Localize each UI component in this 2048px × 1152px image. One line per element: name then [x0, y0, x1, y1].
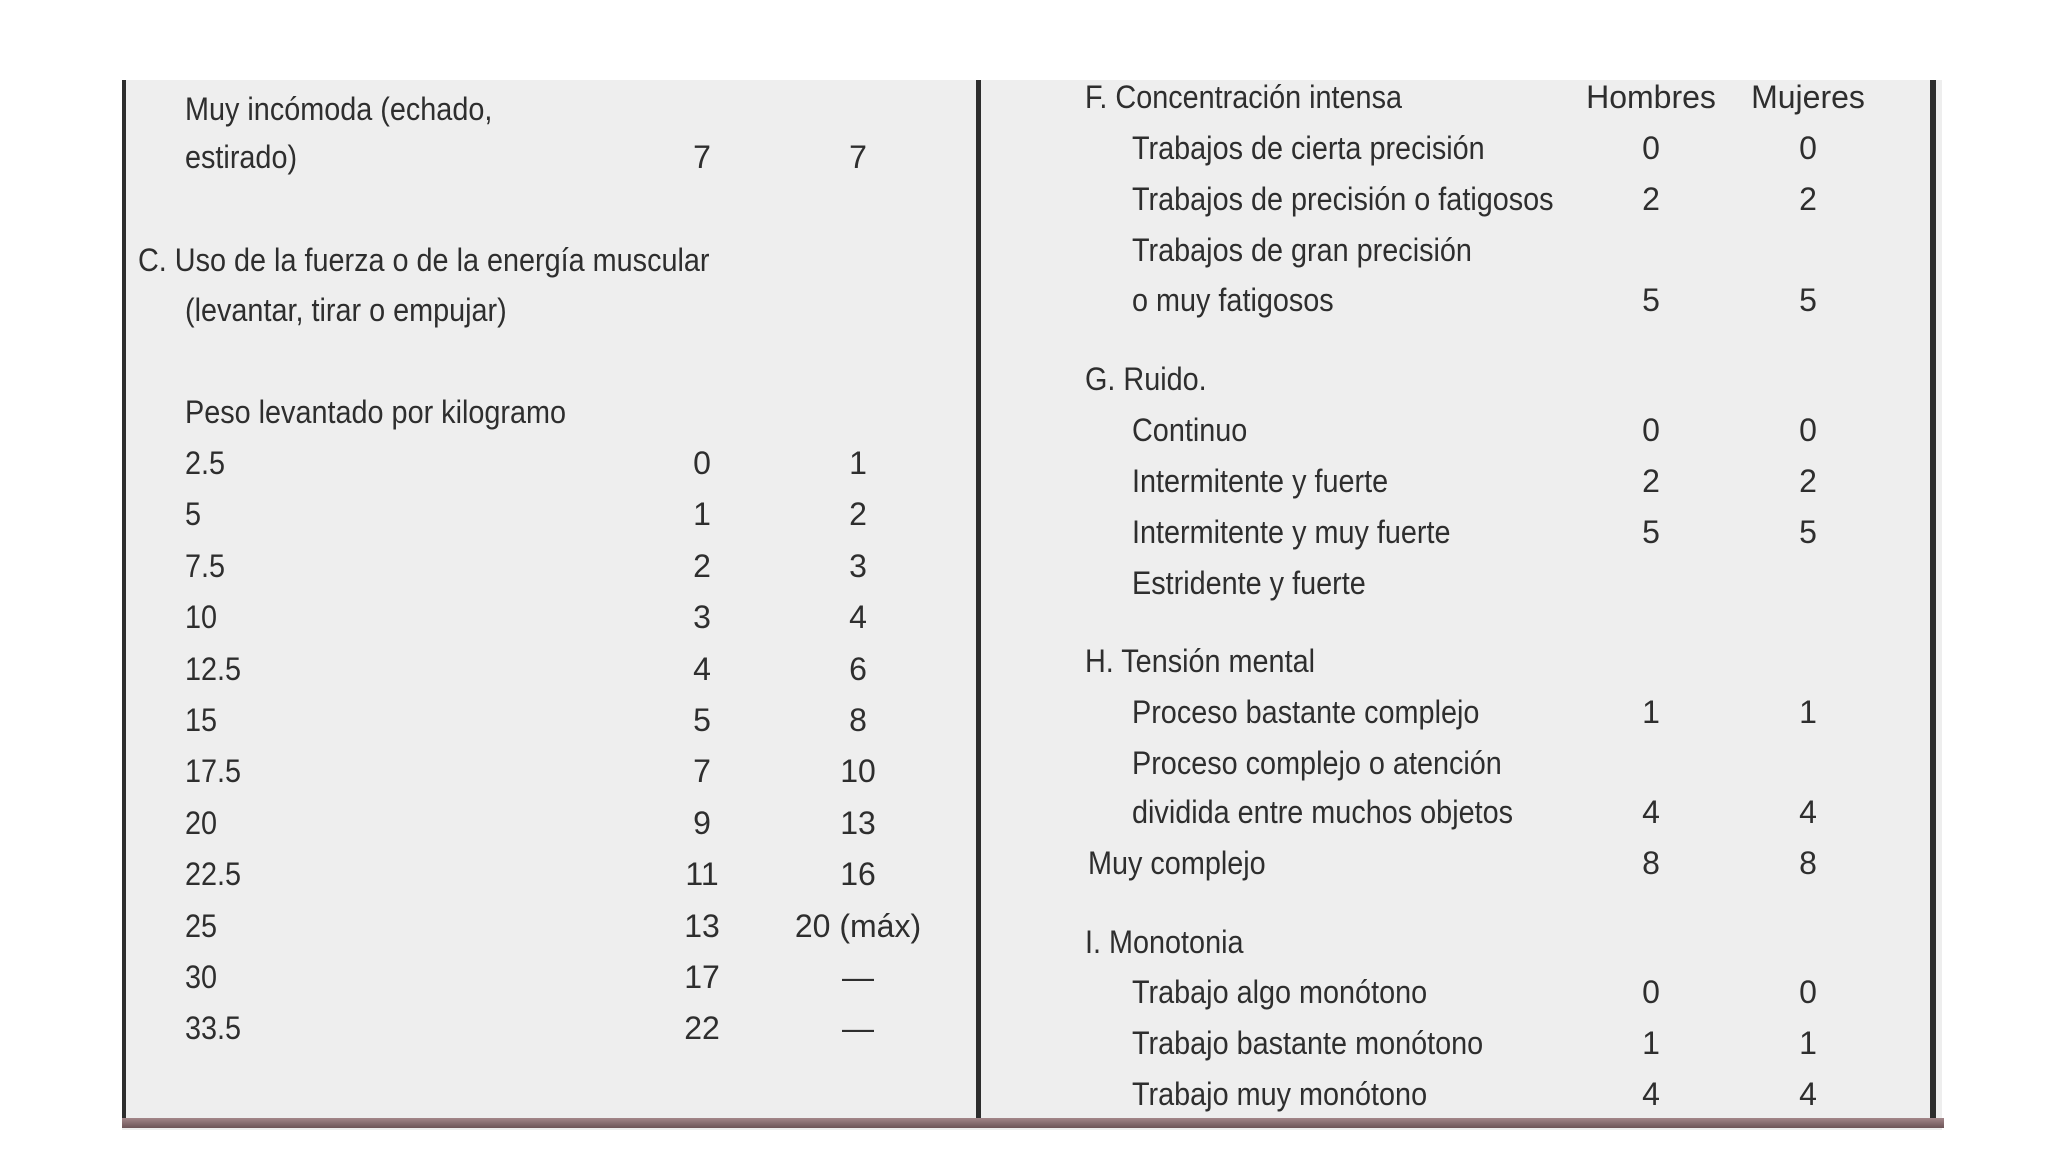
section-f-heading: F. Concentración intensa [1085, 79, 1402, 115]
i-item-hombres: 1 [1642, 1025, 1660, 1061]
left-border-rule [122, 80, 126, 1120]
weight-hombres: 1 [693, 496, 711, 532]
right-border-rule [1930, 80, 1936, 1120]
g-item-hombres: 2 [1642, 463, 1660, 499]
f-item-hombres: 5 [1642, 282, 1660, 318]
weight-mujeres: 6 [849, 651, 867, 687]
i-item-mujeres: 1 [1799, 1025, 1817, 1061]
f-item-mujeres: 0 [1799, 130, 1817, 166]
h-item-label-line2: dividida entre muchos objetos [1132, 794, 1514, 830]
g-item-hombres: 0 [1642, 412, 1660, 448]
b-item-label-line1: Muy incómoda (echado, [185, 91, 493, 127]
column-divider-rule [976, 80, 981, 1120]
b-item-hombres-value: 7 [693, 139, 711, 175]
g-item-mujeres: 5 [1799, 514, 1817, 550]
weight-subheading: Peso levantado por kilogramo [185, 394, 567, 430]
i-item-label: Trabajo bastante monótono [1132, 1025, 1484, 1061]
h-item-hombres: 8 [1642, 845, 1660, 881]
weight-kg: 15 [185, 702, 218, 738]
weight-kg: 7.5 [185, 548, 226, 584]
g-item-label: Continuo [1132, 412, 1248, 448]
h-item-label: Proceso bastante complejo [1132, 694, 1480, 730]
section-h-heading: H. Tensión mental [1085, 643, 1315, 679]
weight-mujeres: 2 [849, 496, 867, 532]
weight-kg: 20 [185, 805, 218, 841]
weight-mujeres: 20 (máx) [794, 908, 922, 944]
i-item-mujeres: 4 [1799, 1076, 1817, 1112]
section-g-heading: G. Ruido. [1085, 361, 1207, 397]
weight-mujeres: 4 [849, 599, 867, 635]
b-item-mujeres-value: 7 [849, 139, 867, 175]
f-item-label: Trabajos de cierta precisión [1132, 130, 1485, 166]
weight-mujeres: 8 [849, 702, 867, 738]
b-item-label-line2: estirado) [185, 139, 298, 175]
g-item-hombres: 5 [1642, 514, 1660, 550]
weight-kg: 2.5 [185, 445, 226, 481]
i-item-mujeres: 0 [1799, 974, 1817, 1010]
weight-hombres: 9 [693, 805, 711, 841]
weight-mujeres: — [842, 959, 874, 995]
weight-kg: 22.5 [185, 856, 242, 892]
weight-hombres: 7 [693, 753, 711, 789]
weight-kg: 12.5 [185, 651, 242, 687]
weight-hombres: 2 [693, 548, 711, 584]
weight-mujeres: 3 [849, 548, 867, 584]
i-item-hombres: 0 [1642, 974, 1660, 1010]
weight-kg: 17.5 [185, 753, 242, 789]
weight-mujeres: 10 [840, 753, 876, 789]
i-item-hombres: 4 [1642, 1076, 1660, 1112]
h-item-label: Muy complejo [1088, 845, 1266, 881]
weight-hombres: 4 [693, 651, 711, 687]
column-header-hombres: Hombres [1586, 79, 1716, 115]
g-item-mujeres: 0 [1799, 412, 1817, 448]
g-item-label: Intermitente y fuerte [1132, 463, 1389, 499]
f-item-label: Trabajos de precisión o fatigosos [1132, 181, 1554, 217]
weight-hombres: 11 [685, 856, 719, 892]
f-item-hombres: 0 [1642, 130, 1660, 166]
weight-mujeres: 16 [840, 856, 876, 892]
section-c-heading-line2: (levantar, tirar o empujar) [185, 292, 507, 328]
column-header-mujeres: Mujeres [1751, 79, 1865, 115]
f-item-label-line1: Trabajos de gran precisión [1132, 232, 1472, 268]
page-bottom-edge [122, 1118, 1944, 1128]
i-item-label: Trabajo muy monótono [1132, 1076, 1428, 1112]
scanned-page [122, 80, 1942, 1130]
weight-hombres: 22 [684, 1010, 720, 1046]
weight-kg: 10 [185, 599, 218, 635]
h-item-mujeres: 8 [1799, 845, 1817, 881]
weight-mujeres: — [842, 1010, 874, 1046]
weight-hombres: 5 [693, 702, 711, 738]
weight-kg: 25 [185, 908, 218, 944]
i-item-label: Trabajo algo monótono [1132, 974, 1428, 1010]
section-c-heading-line1: C. Uso de la fuerza o de la energía muscular [138, 242, 710, 278]
weight-hombres: 17 [684, 959, 720, 995]
weight-hombres: 3 [693, 599, 711, 635]
weight-kg: 30 [185, 959, 218, 995]
weight-hombres: 13 [684, 908, 720, 944]
h-item-hombres: 4 [1642, 794, 1660, 830]
weight-hombres: 0 [693, 445, 711, 481]
g-item-mujeres: 2 [1799, 463, 1817, 499]
h-item-label-line1: Proceso complejo o atención [1132, 745, 1502, 781]
weight-kg: 5 [185, 496, 202, 532]
weight-kg: 33.5 [185, 1010, 242, 1046]
g-item-label: Intermitente y muy fuerte [1132, 514, 1451, 550]
h-item-mujeres: 1 [1799, 694, 1817, 730]
f-item-mujeres: 5 [1799, 282, 1817, 318]
section-i-heading: I. Monotonia [1085, 924, 1244, 960]
weight-mujeres: 13 [840, 805, 876, 841]
weight-mujeres: 1 [849, 445, 867, 481]
f-item-label-line2: o muy fatigosos [1132, 282, 1334, 318]
h-item-hombres: 1 [1642, 694, 1660, 730]
h-item-mujeres: 4 [1799, 794, 1817, 830]
f-item-hombres: 2 [1642, 181, 1660, 217]
f-item-mujeres: 2 [1799, 181, 1817, 217]
g-item-label: Estridente y fuerte [1132, 565, 1366, 601]
